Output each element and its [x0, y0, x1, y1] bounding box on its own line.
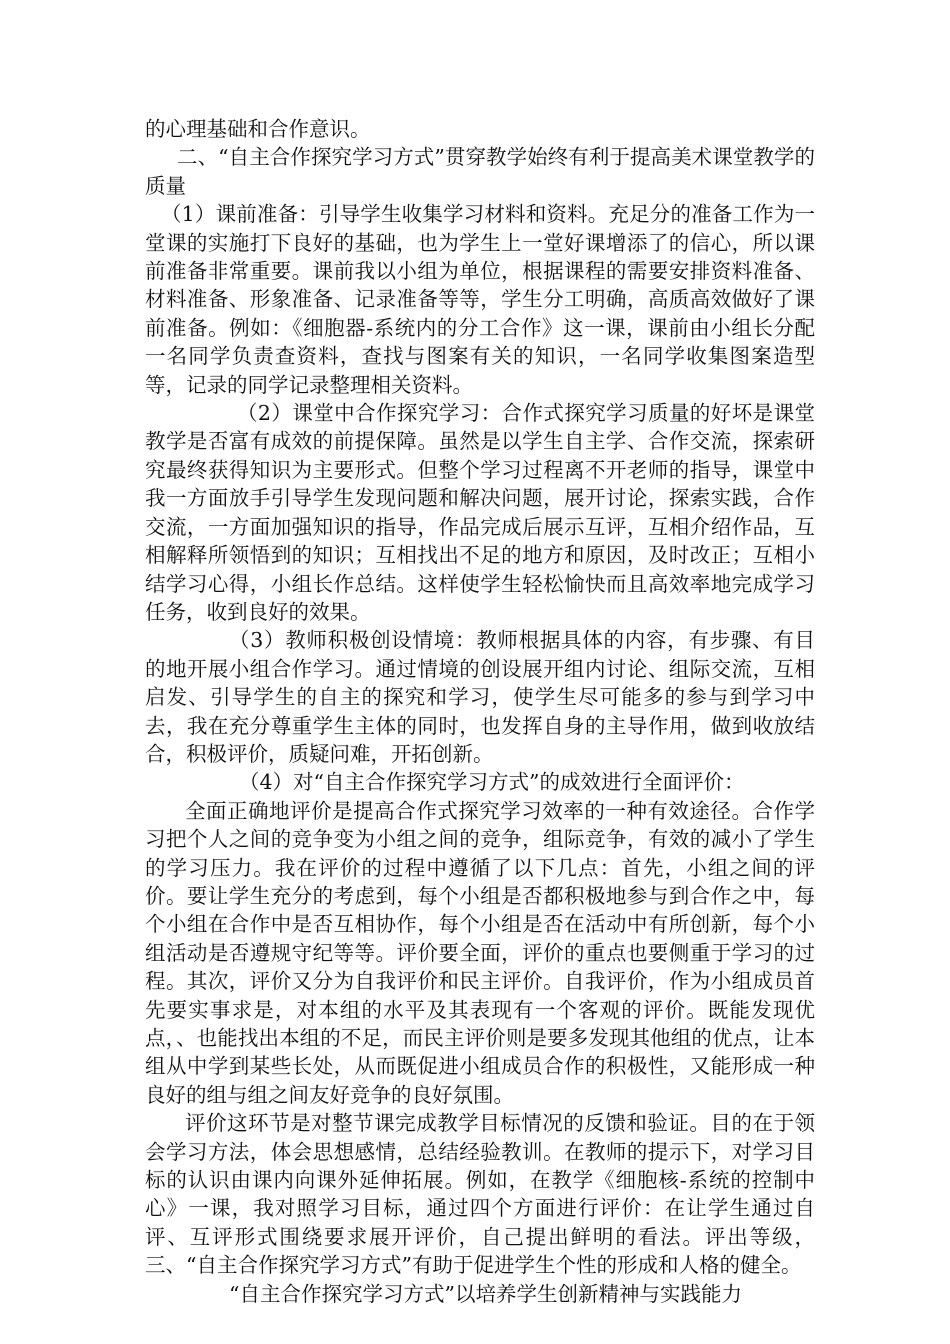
- paragraph-preparation: （1）课前准备：引导学生收集学习材料和资料。充足分的准备工作为一堂课的实施打下良好的基础，也为学生上一堂好课增添了的信心，所以课前准备非常重要。课前我以小组为单位，根据课程的需要安排资料准备、材料准备、形象准备、记录准备等等，学生分工明确，高质高效做好了课前准备。例如：《细胞器-系统内的分工合作》这一课，课前由小组长分配一名同学负责查资料，查找与图案有关的知识，一名同学收集图案造型等，记录的同学记录整理相关资料。: [145, 202, 815, 397]
- paragraph-final: “自主合作探究学习方式”以培养学生创新精神与实践能力: [229, 1281, 742, 1306]
- paragraph-evaluation-heading: （4）对“自主合作探究学习方式”的成效进行全面评价：: [239, 770, 745, 795]
- section-heading-2: 二、“自主合作探究学习方式”贯穿教学始终有利于提高美术课堂教学的质量: [145, 145, 815, 198]
- paragraph-classroom-inquiry: （2）课堂中合作探究学习：合作式探究学习质量的好坏是课堂教学是否富有成效的前提保障。虽然是以学生自主学、合作交流，探索研究最终获得知识为主要形式。但整个学习过程离不开老师的指导，课堂中我一方面放手引导学生发现问题和解决问题，展开讨论，探索实践，合作交流，一方面加强知识的指导，作品完成后展示互评，互相介绍作品，互相解释所领悟到的知识；互相找出不足的地方和原因，及时改正；互相小结学习心得，小组长作总结。这样使学生轻松愉快而且高效率地完成学习任务，收到良好的效果。: [145, 401, 815, 624]
- paragraph-teacher-situation: （3）教师积极创设情境：教师根据具体的内容，有步骤、有目的地开展小组合作学习。通过情境的创设展开组内讨论、组际交流，互相启发、引导学生的自主的探究和学习，使学生尽可能多的参与到学习中去，我在充分尊重学生主体的同时，也发挥自身的主导作用，做到收放结合，积极评价，质疑问难，开拓创新。: [145, 628, 815, 766]
- document-page: [145, 115, 815, 1308]
- paragraph-evaluation-body: 全面正确地评价是提高合作式探究学习效率的一种有效途径。合作学习把个人之间的竞争变为小组之间的竞争，组际竞争，有效的减小了学生的学习压力。我在评价的过程中遵循了以下几点：首先，小组之间的评价。要让学生充分的考虑到，每个小组是否都积极地参与到合作之中，每个小组在合作中是否互相协作，每个小组是否在活动中有所创新，每个小组活动是否遵规守纪等等。评价要全面，评价的重点也要侧重于学习的过程。其次，评价又分为自我评价和民主评价。自我评价，作为小组成员首先要实事求是，对本组的水平及其表现有一个客观的评价。既能发现优点，、也能找出本组的不足，而民主评价则是要多发现其他组的优点，让本组从中学到某些长处，从而既促进小组成员合作的积极性，又能形成一种良好的组与组之间友好竞争的良好氛围。: [145, 798, 815, 1107]
- paragraph-evaluation-feedback: 评价这环节是对整节课完成教学目标情况的反馈和验证。目的在于领会学习方法，体会思想感情，总结经验教训。在教师的提示下，对学习目标的认识由课内向课外延伸拓展。例如，在教学《细胞核-系统的控制中心》一课，我对照学习目标，通过四个方面进行评价：在让学生通过自评、互评形式围绕要求展开评价，自己提出鲜明的看法。评出等级，三、“自主合作探究学习方式”有助于促进学生个性的形成和人格的健全。: [145, 1111, 815, 1278]
- paragraph-continuation: 的心理基础和合作意识。: [145, 117, 371, 141]
